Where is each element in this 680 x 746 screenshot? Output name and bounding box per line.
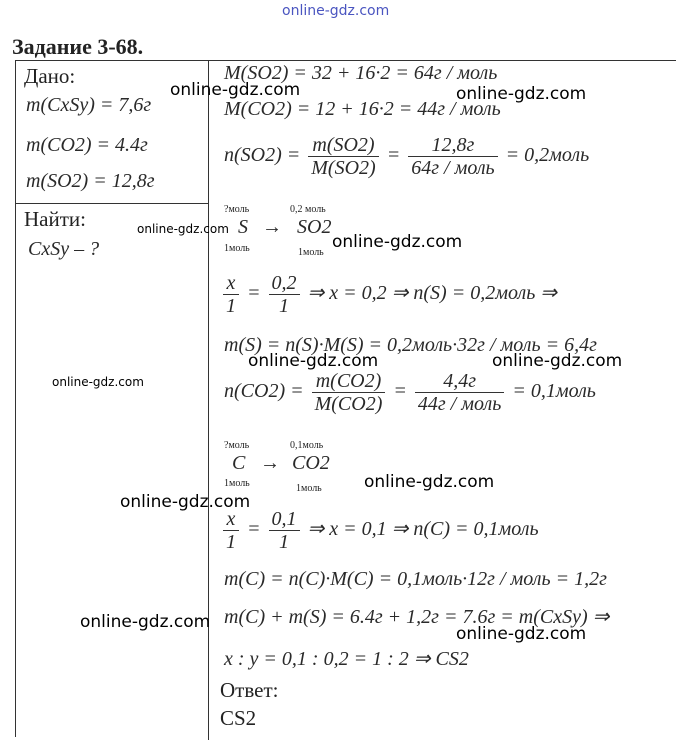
equation-line: M(SO2) = 32 + 16·2 = 64г / моль [224,62,498,84]
arrow-icon: → [262,216,282,238]
equation-fraction: n(CO2) = $\frac{m(CO2)}{M(CO2)}$ = 4,4г 44г / моль = 0,1моль [224,370,596,415]
equation-fraction: n(SO2) = $\frac{m(SO2)}{M(SO2)}$ = 12,8г 64г / моль = 0,2моль [224,134,590,179]
given-label: Дано: [24,64,76,88]
watermark: online-gdz.com [170,80,301,100]
answer-value: CS2 [220,706,257,730]
watermark: online-gdz.com [137,222,229,236]
proportion-line: $\frac{x}{1}$ = $\frac{0,1}{1}$ ⇒ x = 0,1 ⇒ n(C) = 0,1моль [220,508,539,553]
equation-line: x : y = 0,1 : 0,2 = 1 : 2 ⇒ CS2 [224,648,469,670]
watermark: online-gdz.com [80,612,211,632]
site-link[interactable]: online-gdz.com [282,3,390,19]
reaction-reactant: S [238,216,248,238]
watermark: online-gdz.com [456,84,587,104]
row-divider [15,203,209,204]
watermark: online-gdz.com [248,351,379,371]
reaction-product: SO2 [297,216,332,238]
equation-line: m(C) = n(C)·M(C) = 0,1моль·12г / моль = 1,2г [224,568,607,590]
equation-line: M(CO2) = 12 + 16·2 = 44г / моль [224,98,501,120]
reaction-label: 0,1моль [290,440,324,451]
find-label: Найти: [24,207,86,231]
reaction-label: 1моль [298,247,324,258]
reaction-label: 1моль [224,478,250,489]
equation-line: m(S) = n(S)·M(S) = 0,2моль·32г / моль = 6,4г [224,334,597,356]
watermark: online-gdz.com [456,624,587,644]
reaction-reactant: C [232,452,246,474]
given-item: m(SO2) = 12,8г [26,170,155,192]
reaction-label: 1моль [224,243,250,254]
proportion-line: $\frac{x}{1}$ = $\frac{0,2}{1}$ ⇒ x = 0,2 ⇒ n(S) = 0,2моль ⇒ [220,272,557,317]
reaction-label: 1моль [296,483,322,494]
watermark: online-gdz.com [492,351,623,371]
watermark: online-gdz.com [120,492,251,512]
watermark: online-gdz.com [364,472,495,492]
column-divider [208,60,209,740]
task-title: Задание 3-68. [12,34,144,59]
reaction-label: 0,2 моль [290,204,326,215]
watermark: online-gdz.com [332,232,463,252]
find-item: CxSy – ? [28,238,100,260]
given-item: m(CO2) = 4.4г [26,134,148,156]
reaction-label: ?моль [224,204,250,215]
equation-line: m(C) + m(S) = 6.4г + 1,2г = 7.6г = m(CxSy) ⇒ [224,606,610,628]
arrow-icon: → [260,452,280,474]
watermark: online-gdz.com [52,375,144,389]
reaction-label: ?моль [224,440,250,451]
reaction-product: CO2 [292,452,330,474]
answer-label: Ответ: [220,678,279,702]
given-item: m(CxSy) = 7,6г [26,94,152,116]
